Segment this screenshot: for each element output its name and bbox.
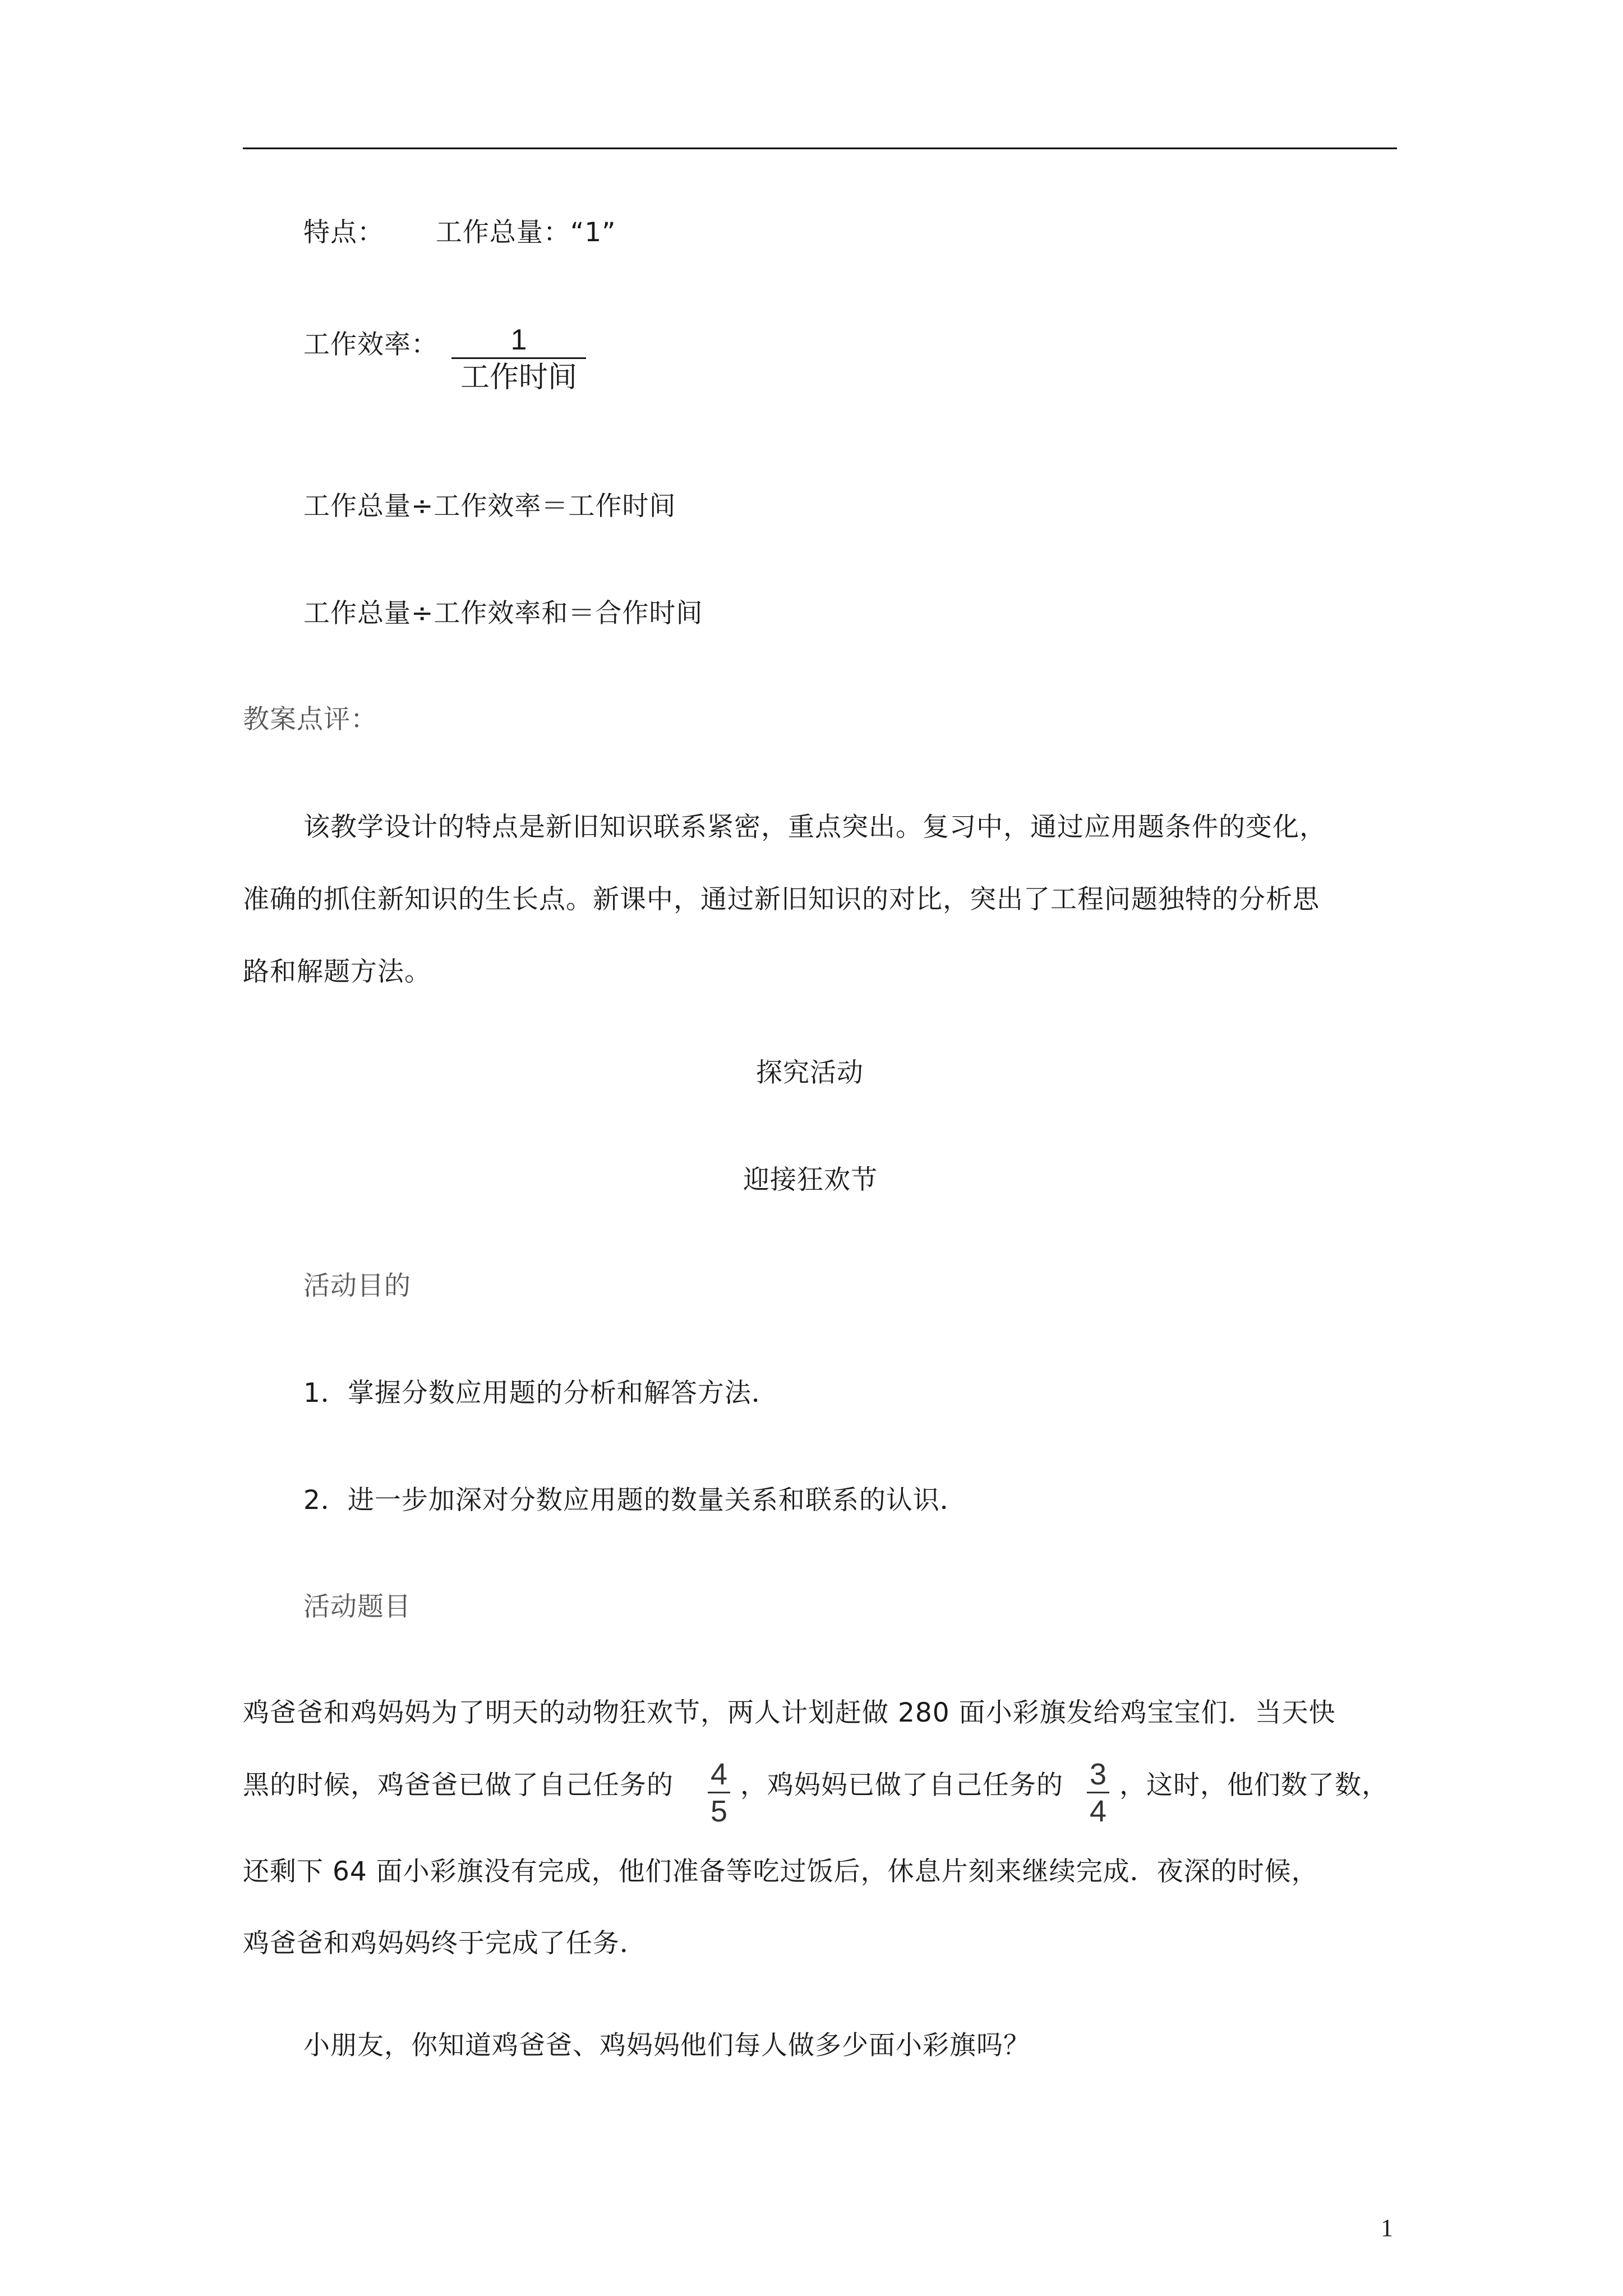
- problem-line-3: 还剩下 64 面小彩旗没有完成，他们准备等吃过饭后，休息片刻来继续完成．夜深的时候，: [243, 1856, 1318, 1887]
- problem-line-2b: ，鸡妈妈已做了自己任务的: [740, 1770, 1063, 1801]
- purpose-item-1: 1．掌握分数应用题的分析和解答方法．: [303, 1378, 778, 1409]
- features-label: 特点：: [303, 217, 384, 248]
- fraction-denominator: 5: [710, 1795, 728, 1828]
- review-paragraph-line-2: 准确的抓住新知识的生长点。新课中，通过新旧知识的对比，突出了工程问题独特的分析思: [243, 884, 1320, 915]
- purpose-item-2: 2．进一步加深对分数应用题的数量关系和联系的认识．: [303, 1485, 967, 1516]
- activity-subtitle: 迎接狂欢节: [743, 1165, 878, 1195]
- efficiency-fraction: [451, 323, 586, 396]
- review-paragraph-line-3: 路和解题方法。: [243, 956, 431, 987]
- purpose-heading: 活动目的: [303, 1271, 411, 1301]
- formula-1: 工作总量÷工作效率＝工作时间: [303, 491, 676, 522]
- question-text: 小朋友，你知道鸡爸爸、鸡妈妈他们每人做多少面小彩旗吗？: [303, 2030, 1030, 2061]
- header-rule: [243, 148, 1397, 149]
- problem-heading: 活动题目: [303, 1591, 411, 1622]
- features-line: [303, 216, 616, 250]
- problem-line-2c: ，这时，他们数了数，: [1119, 1770, 1389, 1801]
- formula-2: 工作总量÷工作效率和＝合作时间: [303, 598, 703, 629]
- total-work-text: 工作总量：“1”: [435, 217, 616, 248]
- problem-line-1: 鸡爸爸和鸡妈妈为了明天的动物狂欢节，两人计划赶做 280 面小彩旗发给鸡宝宝们．当天快: [243, 1697, 1336, 1728]
- review-paragraph-line-1: 该教学设计的特点是新旧知识联系紧密，重点突出。复习中，通过应用题条件的变化，: [303, 812, 1326, 843]
- fraction-denominator: 4: [1089, 1795, 1107, 1828]
- fraction-4-5: [708, 1757, 730, 1829]
- efficiency-denominator: 工作时间: [460, 361, 577, 394]
- problem-line-4: 鸡爸爸和鸡妈妈终于完成了任务．: [243, 1928, 647, 1959]
- efficiency-numerator: 1: [510, 324, 527, 356]
- efficiency-label: 工作效率：: [303, 329, 438, 360]
- fraction-numerator: 3: [1089, 1757, 1107, 1791]
- review-heading: 教案点评：: [243, 704, 377, 735]
- fraction-3-4: [1087, 1757, 1109, 1829]
- fraction-numerator: 4: [710, 1757, 728, 1791]
- page-number: 1: [1381, 2214, 1393, 2242]
- activity-title: 探究活动: [756, 1057, 864, 1088]
- problem-line-2a: 黑的时候，鸡爸爸已做了自己任务的: [243, 1770, 674, 1801]
